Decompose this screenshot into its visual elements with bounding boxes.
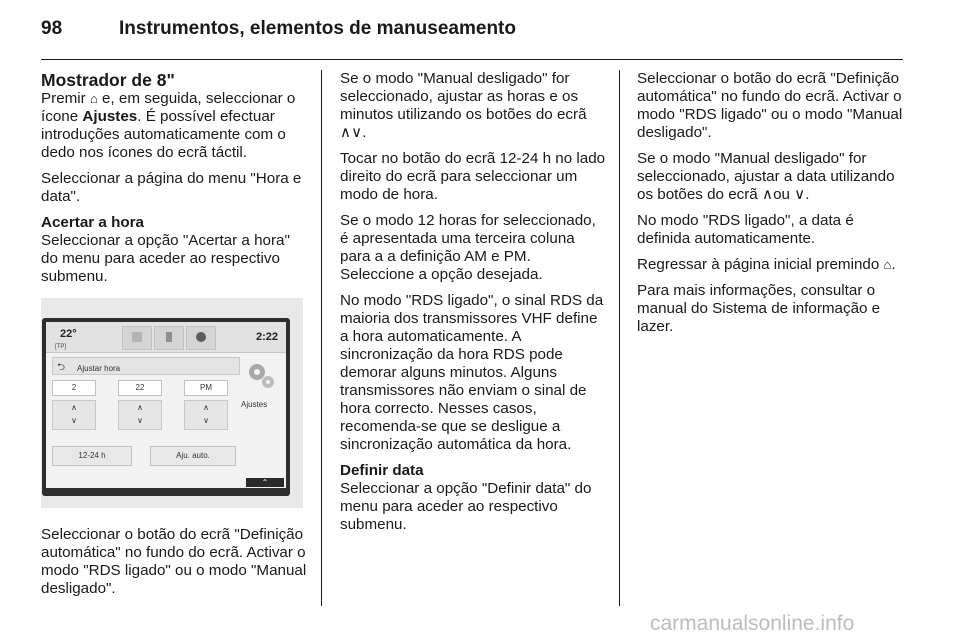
paragraph-menu-page: Seleccionar a página do menu "Hora e data". [41,170,302,205]
column-2 [340,70,606,542]
ampm-down-button[interactable]: ∨ [203,416,209,425]
paragraph-intro [41,90,307,162]
tp-indicator: [TP] [55,344,67,350]
12-24h-button[interactable]: 12-24 h [52,446,132,466]
subheading-set-date: Definir data [340,462,424,479]
display-panel [46,322,286,488]
paragraph-return-home [637,256,907,274]
phone-glyph [166,332,172,342]
music-glyph [132,332,142,342]
info-glyph [196,332,206,342]
column-divider-2 [619,70,620,606]
text-run: Premir [41,90,90,107]
time-settings-screenshot [41,298,303,508]
column-1 [41,70,307,606]
ampm-field: PM [184,380,228,396]
hour-down-button[interactable]: ∨ [71,416,77,425]
paragraph-12h-mode: Se o modo 12 horas for seleccionado, é apresentada uma terceira coluna para a a definição AM e PM. Seleccione a opção desejada. [340,212,596,283]
page-number: 98 [41,18,63,39]
text-run: Regressar à página inicial premindo [637,256,884,273]
text-run: . [891,256,896,273]
submenu-header [52,357,240,375]
minute-field: 22 [118,380,162,396]
subheading-set-time: Acertar a hora [41,214,144,231]
music-note-icon[interactable] [122,326,152,350]
status-bar [46,322,286,353]
settings-label[interactable]: Ajustes [241,400,268,409]
text-run: e, em seguida, seleccionar o ícone [41,90,296,125]
paragraph-more-info: Para mais informações, consultar o manual do Sistema de informação e lazer. [637,282,881,335]
hour-up-button[interactable]: ∧ [71,403,77,412]
phone-icon[interactable] [154,326,184,350]
auto-set-button[interactable]: Aju. auto. [150,446,236,466]
page-header [41,18,911,48]
header-rule [41,59,903,60]
minute-down-button[interactable]: ∨ [137,416,143,425]
paragraph-manual-mode: Se o modo "Manual desligado" for seleccionado, ajustar as horas e os minutos utilizando os botões do ecrã ∧∨. [340,70,587,141]
settings-term: Ajustes [82,108,138,125]
paragraph-auto-setting: Seleccionar o botão do ecrã "Definição automática" no fundo do ecrã. Activar o modo "RDS ligado" ou o modo "Manual desligado". [41,526,307,597]
paragraph-set-date: Seleccionar a opção "Definir data" do menu para aceder ao respectivo submenu. [340,480,592,533]
gears-icon[interactable] [244,358,278,392]
expand-handle[interactable]: ⌃ [246,478,284,487]
clock-readout: 2:22 [255,331,278,343]
paragraph-manual-date: Se o modo "Manual desligado" for seleccionado, ajustar a data utilizando os botões do ecrã ∧ou ∨. [637,150,895,203]
column-3 [637,70,907,344]
paragraph-set-time: Seleccionar a opção "Acertar a hora" do menu para aceder ao respectivo submenu. [41,232,290,285]
home-icon: ⌂ [89,91,98,106]
ampm-up-button[interactable]: ∧ [203,403,209,412]
text-run: . É possível efectuar introduções automaticamente com o dedo nos ícones do ecrã táctil. [41,108,286,161]
watermark: carmanualsonline.info [650,612,855,635]
column-divider-1 [321,70,322,606]
minute-stepper [118,400,162,430]
hour-stepper [52,400,96,430]
temperature-readout: 22° [60,328,77,340]
ampm-stepper [184,400,228,430]
page-title: Instrumentos, elementos de manuseamento [119,18,516,39]
paragraph-rds-mode: No modo "RDS ligado", o sinal RDS da maioria dos transmissores VHF define a hora automaticamente. A sincronização da hora RDS pode demorar alguns minutos. Alguns transmissores não enviam o sinal de hora correcto. Nesses casos, recomenda-se que se desligue a sincronização automática da hora. [340,292,604,453]
paragraph-rds-date: No modo "RDS ligado", a data é definida automaticamente. [637,212,854,247]
minute-up-button[interactable]: ∧ [137,403,143,412]
paragraph-12-24h: Tocar no botão do ecrã 12-24 h no lado direito do ecrã para seleccionar um modo de hora. [340,150,606,203]
section-heading: Mostrador de 8" [41,70,175,90]
info-circle-icon[interactable] [186,326,216,350]
home-icon: ⌂ [883,257,892,272]
display-bezel [42,318,290,496]
submenu-title: Ajustar hora [77,364,121,373]
back-arrow-icon[interactable]: ⮌ [57,362,66,373]
hour-field: 2 [52,380,96,396]
paragraph-auto-date: Seleccionar o botão do ecrã "Definição automática" no fundo do ecrã. Activar o modo "RDS ligado" ou o modo "Manual desligado". [637,70,903,141]
